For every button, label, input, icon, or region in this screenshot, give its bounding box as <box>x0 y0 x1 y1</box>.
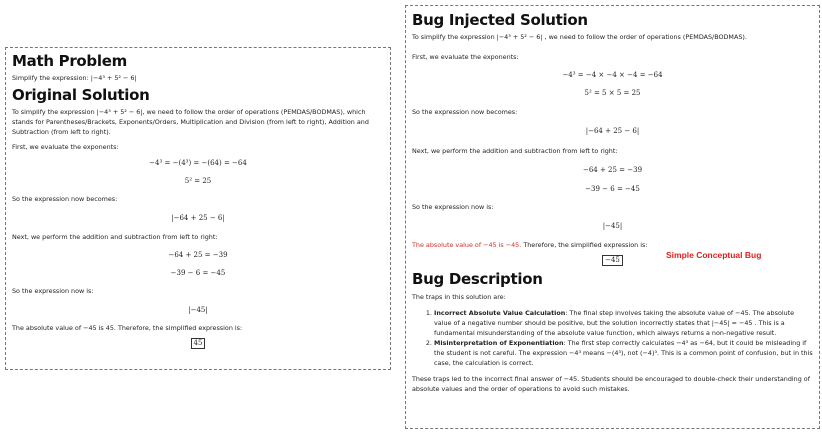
bug-solution-title: Bug Injected Solution <box>412 11 588 29</box>
equation: −64 + 25 = −39 <box>582 166 643 174</box>
equation: |−45| <box>188 306 208 314</box>
bug-type-label: Simple Conceptual Bug <box>666 250 762 260</box>
equation: |−64 + 25 − 6| <box>171 214 225 222</box>
bug-conclusion: These traps led to the incorrect final answer of −45. Students should be encouraged to double-check their understanding of absolute values and the order of operations to avoid such mistakes. <box>412 375 810 393</box>
bug-description-title: Bug Description <box>412 270 543 288</box>
trap-item <box>434 338 813 368</box>
traps-intro: The traps in this solution are: <box>412 293 506 301</box>
traps-list <box>412 308 813 368</box>
equation: −39 − 6 = −45 <box>170 269 226 277</box>
trap-item <box>434 308 813 338</box>
conclusion-text: The absolute value of −45 is 45. Therefore, the simplified expression is: <box>12 324 243 332</box>
step-text: First, we evaluate the exponents: <box>12 143 119 151</box>
step-text: So the expression now becomes: <box>12 195 118 203</box>
equation: 5² = 25 <box>184 177 212 185</box>
step-text: Next, we perform the addition and subtraction from left to right: <box>412 147 618 155</box>
equation: 5² = 5 × 5 = 25 <box>584 89 641 97</box>
step-text: Next, we perform the addition and subtraction from left to right: <box>12 233 218 241</box>
equation: −4³ = −4 × −4 × −4 = −64 <box>562 71 663 79</box>
intro-text: To simplify the expression |−4³ + 5² − 6| , we need to follow the order of operations (PEMDAS/BODMAS). <box>412 33 747 41</box>
step-text: So the expression now becomes: <box>412 108 518 116</box>
original-solution-panel <box>5 47 391 370</box>
equation: −4³ = −(4³) = −(64) = −64 <box>149 159 247 167</box>
equation: |−64 + 25 − 6| <box>585 127 640 135</box>
bug-injected-panel <box>405 5 820 429</box>
trap-text: : The final step involves taking the absolute value of −45. The absolute value of a negative number should be positive, but the solution incorrectly states that |−45| = −45 . This is a fundamental misunderstanding of the absolute value function, which always returns a non-negative result. <box>434 309 795 337</box>
trap-name: Incorrect Absolute Value Calculation <box>434 309 566 317</box>
equation: |−45| <box>602 222 623 230</box>
step-text: So the expression now is: <box>12 287 94 295</box>
step-text: So the expression now is: <box>412 203 494 211</box>
boxed-answer: −45 <box>602 255 623 266</box>
trap-text: : The first step correctly calculates −4³ as −64, but it could be misleading if the student is not careful. The expression −4³ means −(4³), not (−4)³. This is a common point of confusion, but in this case, the calculation is correct. <box>434 339 813 367</box>
equation: −39 − 6 = −45 <box>585 185 640 193</box>
equation: −64 + 25 = −39 <box>168 251 228 259</box>
conclusion-rest: Therefore, the simplified expression is: <box>521 241 648 249</box>
problem-title: Math Problem <box>12 52 127 70</box>
step-text: First, we evaluate the exponents: <box>412 53 519 61</box>
conclusion-text <box>412 240 813 250</box>
boxed-answer: 45 <box>191 338 206 349</box>
intro-text: To simplify the expression |−4³ + 5² − 6|, we need to follow the order of operations (PEMDAS/BODMAS), which stands for Parentheses/Brackets, Exponents/Orders, Multiplication and Division (from left to right), Addition and Subtraction (from left to right). <box>12 108 369 136</box>
problem-text: Simplify the expression: |−4³ + 5² − 6| <box>12 74 137 82</box>
trap-name: Misinterpretation of Exponentiation <box>434 339 564 347</box>
bug-highlight: The absolute value of −45 is −45. <box>412 241 522 249</box>
solution-title: Original Solution <box>12 86 150 104</box>
